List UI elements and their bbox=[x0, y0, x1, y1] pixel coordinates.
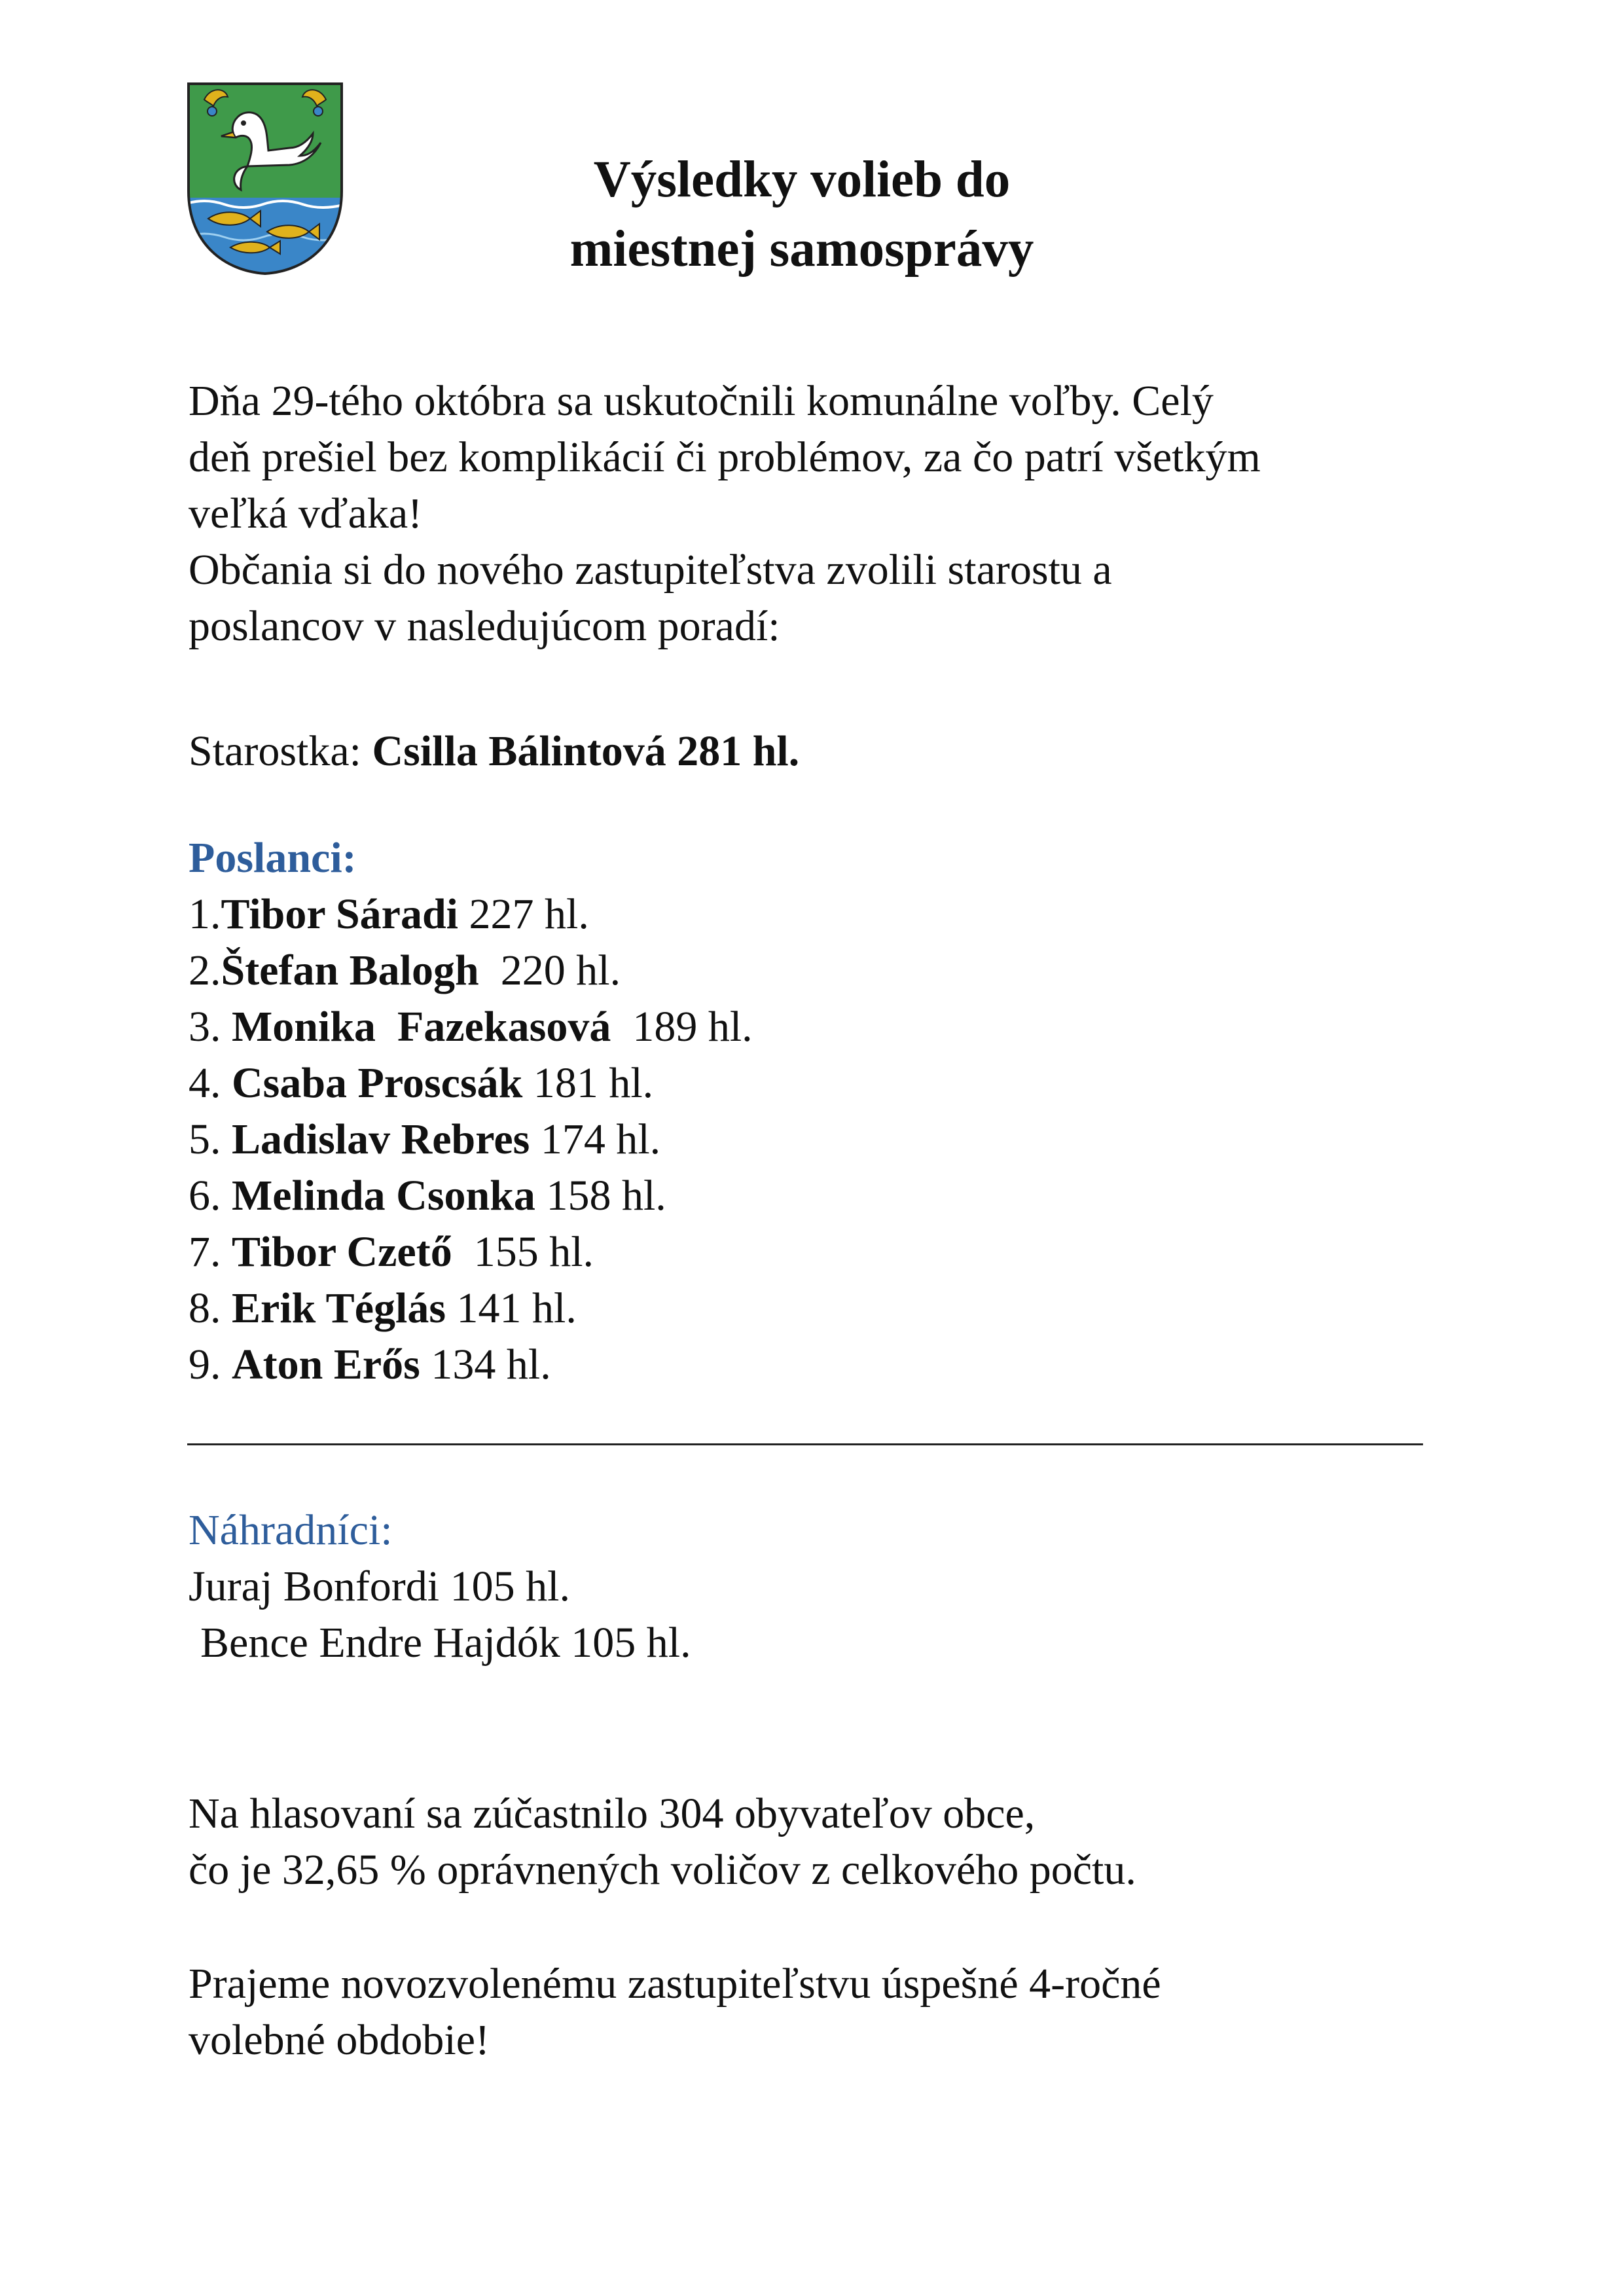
item-number: 4. bbox=[189, 1059, 221, 1107]
item-name: Tibor Czető bbox=[232, 1228, 452, 1276]
intro-line: Občania si do nového zastupiteľstva zvolili starostu a bbox=[189, 546, 1112, 594]
title-line-1: Výsledky volieb do bbox=[593, 151, 1011, 208]
title-line-2: miestnej samosprávy bbox=[569, 221, 1034, 278]
item-votes: 141 hl. bbox=[456, 1284, 577, 1332]
section-divider bbox=[187, 1443, 1423, 1445]
intro-line: Dňa 29-tého októbra sa uskutočnili komunálne voľby. Celý bbox=[189, 377, 1214, 425]
item-name: Csaba Proscsák bbox=[232, 1059, 523, 1107]
intro-line: veľká vďaka! bbox=[189, 490, 423, 537]
item-number: 2. bbox=[189, 947, 221, 994]
coat-of-arms-icon bbox=[185, 80, 346, 276]
item-number: 1. bbox=[189, 890, 221, 938]
turnout-paragraph bbox=[189, 1786, 1465, 1898]
page-title bbox=[524, 145, 1080, 284]
item-votes: 181 hl. bbox=[533, 1059, 654, 1107]
list-item bbox=[189, 1111, 753, 1168]
deputies-list bbox=[189, 886, 753, 1393]
item-name: Ladislav Rebres bbox=[232, 1115, 530, 1163]
item-votes: 189 hl. bbox=[632, 1003, 753, 1051]
item-number: 3. bbox=[189, 1003, 221, 1051]
list-item bbox=[189, 943, 753, 999]
item-name: Erik Téglás bbox=[232, 1284, 446, 1332]
list-item bbox=[189, 886, 753, 943]
item-name: Aton Erős bbox=[232, 1341, 420, 1388]
list-item bbox=[189, 1337, 753, 1393]
intro-line: poslancov v nasledujúcom poradí: bbox=[189, 602, 780, 650]
item-votes: 158 hl. bbox=[546, 1172, 666, 1220]
item-name: Melinda Csonka bbox=[232, 1172, 535, 1220]
wish-line: volebné obdobie! bbox=[189, 2016, 490, 2064]
closing-wish bbox=[189, 1956, 1465, 2069]
wish-line: Prajeme novozvolenému zastupiteľstvu úspešné 4-ročné bbox=[189, 1960, 1161, 2008]
substitutes-heading: Náhradníci: bbox=[189, 1506, 393, 1554]
mayor-label: Starostka: bbox=[189, 727, 361, 775]
turnout-line: Na hlasovaní sa zúčastnilo 304 obyvateľov obce, bbox=[189, 1790, 1036, 1837]
list-item bbox=[189, 1168, 753, 1224]
item-name: Štefan Balogh bbox=[221, 947, 479, 994]
item-number: 6. bbox=[189, 1172, 221, 1220]
item-name: Monika Fazekasová bbox=[232, 1003, 611, 1051]
list-item bbox=[189, 1224, 753, 1280]
list-item bbox=[189, 999, 753, 1055]
mayor-name-votes: Csilla Bálintová 281 hl. bbox=[372, 727, 800, 775]
mayor-result bbox=[189, 723, 799, 780]
item-number: 9. bbox=[189, 1341, 221, 1388]
item-number: 8. bbox=[189, 1284, 221, 1332]
intro-line: deň prešiel bez komplikácií či problémov, za čo patrí všetkým bbox=[189, 433, 1261, 481]
substitutes-section bbox=[189, 1502, 691, 1671]
item-number: 5. bbox=[189, 1115, 221, 1163]
list-item bbox=[189, 1280, 753, 1337]
item-votes: 155 hl. bbox=[473, 1228, 594, 1276]
deputies-section bbox=[189, 830, 753, 1393]
list-item bbox=[189, 1055, 753, 1111]
item-name: Tibor Sáradi bbox=[221, 890, 459, 938]
item-votes: 174 hl. bbox=[540, 1115, 661, 1163]
substitute-item: Bence Endre Hajdók 105 hl. bbox=[200, 1619, 691, 1667]
turnout-line: čo je 32,65 % oprávnených voličov z celkového počtu. bbox=[189, 1846, 1136, 1894]
item-number: 7. bbox=[189, 1228, 221, 1276]
item-votes: 134 hl. bbox=[431, 1341, 551, 1388]
intro-paragraph bbox=[189, 373, 1465, 655]
item-votes: 227 hl. bbox=[469, 890, 589, 938]
substitute-item: Juraj Bonfordi 105 hl. bbox=[189, 1563, 570, 1610]
deputies-heading: Poslanci: bbox=[189, 834, 357, 882]
item-votes: 220 hl. bbox=[500, 947, 621, 994]
